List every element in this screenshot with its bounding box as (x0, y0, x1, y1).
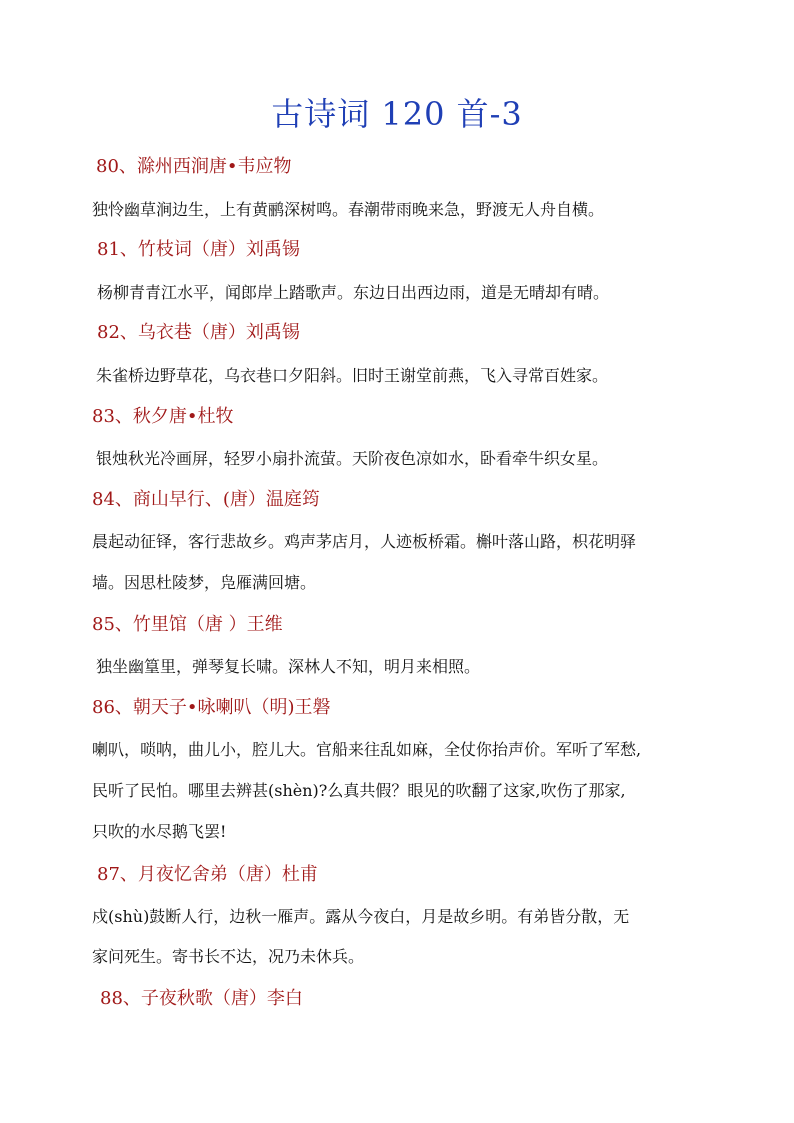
poem-heading-86: 86、朝天子•咏喇叭（明)王磐 (92, 697, 331, 718)
poem-line-86-2: 民听了民怕。哪里去辨甚(shèn)?么真共假？眼见的吹翻了这家,吹伤了那家, (92, 781, 626, 800)
poem-heading-81: 81、竹枝词（唐）刘禹锡 (97, 239, 300, 260)
poem-line-83-1: 银烛秋光冷画屏，轻罗小扇扑流萤。天阶夜色凉如水，卧看牵牛织女星。 (96, 449, 609, 468)
page-title: 古诗词 120 首-3 (271, 95, 523, 133)
poem-line-85-1: 独坐幽篁里，弹琴复长啸。深林人不知，明月来相照。 (96, 657, 481, 676)
poem-line-80-1: 独怜幽草涧边生，上有黄鹂深树鸣。春潮带雨晚来急，野渡无人舟自横。 (92, 200, 605, 219)
poem-line-87-1: 戍(shù)鼓断人行，边秋一雁声。露从今夜白，月是故乡明。有弟皆分散，无 (92, 907, 630, 926)
poem-line-86-3: 只吹的水尽鹅飞罢! (92, 822, 227, 841)
poem-heading-88: 88、子夜秋歌（唐）李白 (100, 988, 303, 1009)
poem-line-84-2: 墙。因思杜陵梦，凫雁满回塘。 (92, 573, 317, 592)
poem-heading-85: 85、竹里馆（唐 ）王维 (92, 614, 283, 635)
poem-line-87-2: 家问死生。寄书长不达，况乃未休兵。 (92, 947, 365, 966)
poem-heading-82: 82、乌衣巷（唐）刘禹锡 (97, 322, 300, 343)
poem-heading-83: 83、秋夕唐•杜牧 (92, 406, 234, 427)
poem-heading-87: 87、月夜忆舍弟（唐）杜甫 (97, 864, 318, 885)
poem-line-81-1: 杨柳青青江水平，闻郎岸上踏歌声。东边日出西边雨，道是无晴却有晴。 (97, 283, 610, 302)
poem-line-84-1: 晨起动征铎，客行悲故乡。鸡声茅店月，人迹板桥霜。槲叶落山路，枳花明驿 (92, 532, 637, 551)
poem-line-82-1: 朱雀桥边野草花，乌衣巷口夕阳斜。旧时王谢堂前燕，飞入寻常百姓家。 (96, 366, 609, 385)
poem-heading-80: 80、滁州西涧唐•韦应物 (96, 156, 292, 177)
poem-heading-84: 84、商山早行、(唐）温庭筠 (92, 489, 320, 510)
poem-line-86-1: 喇叭，唢呐，曲儿小，腔儿大。官船来往乱如麻，全仗你抬声价。军听了军愁, (92, 740, 642, 759)
